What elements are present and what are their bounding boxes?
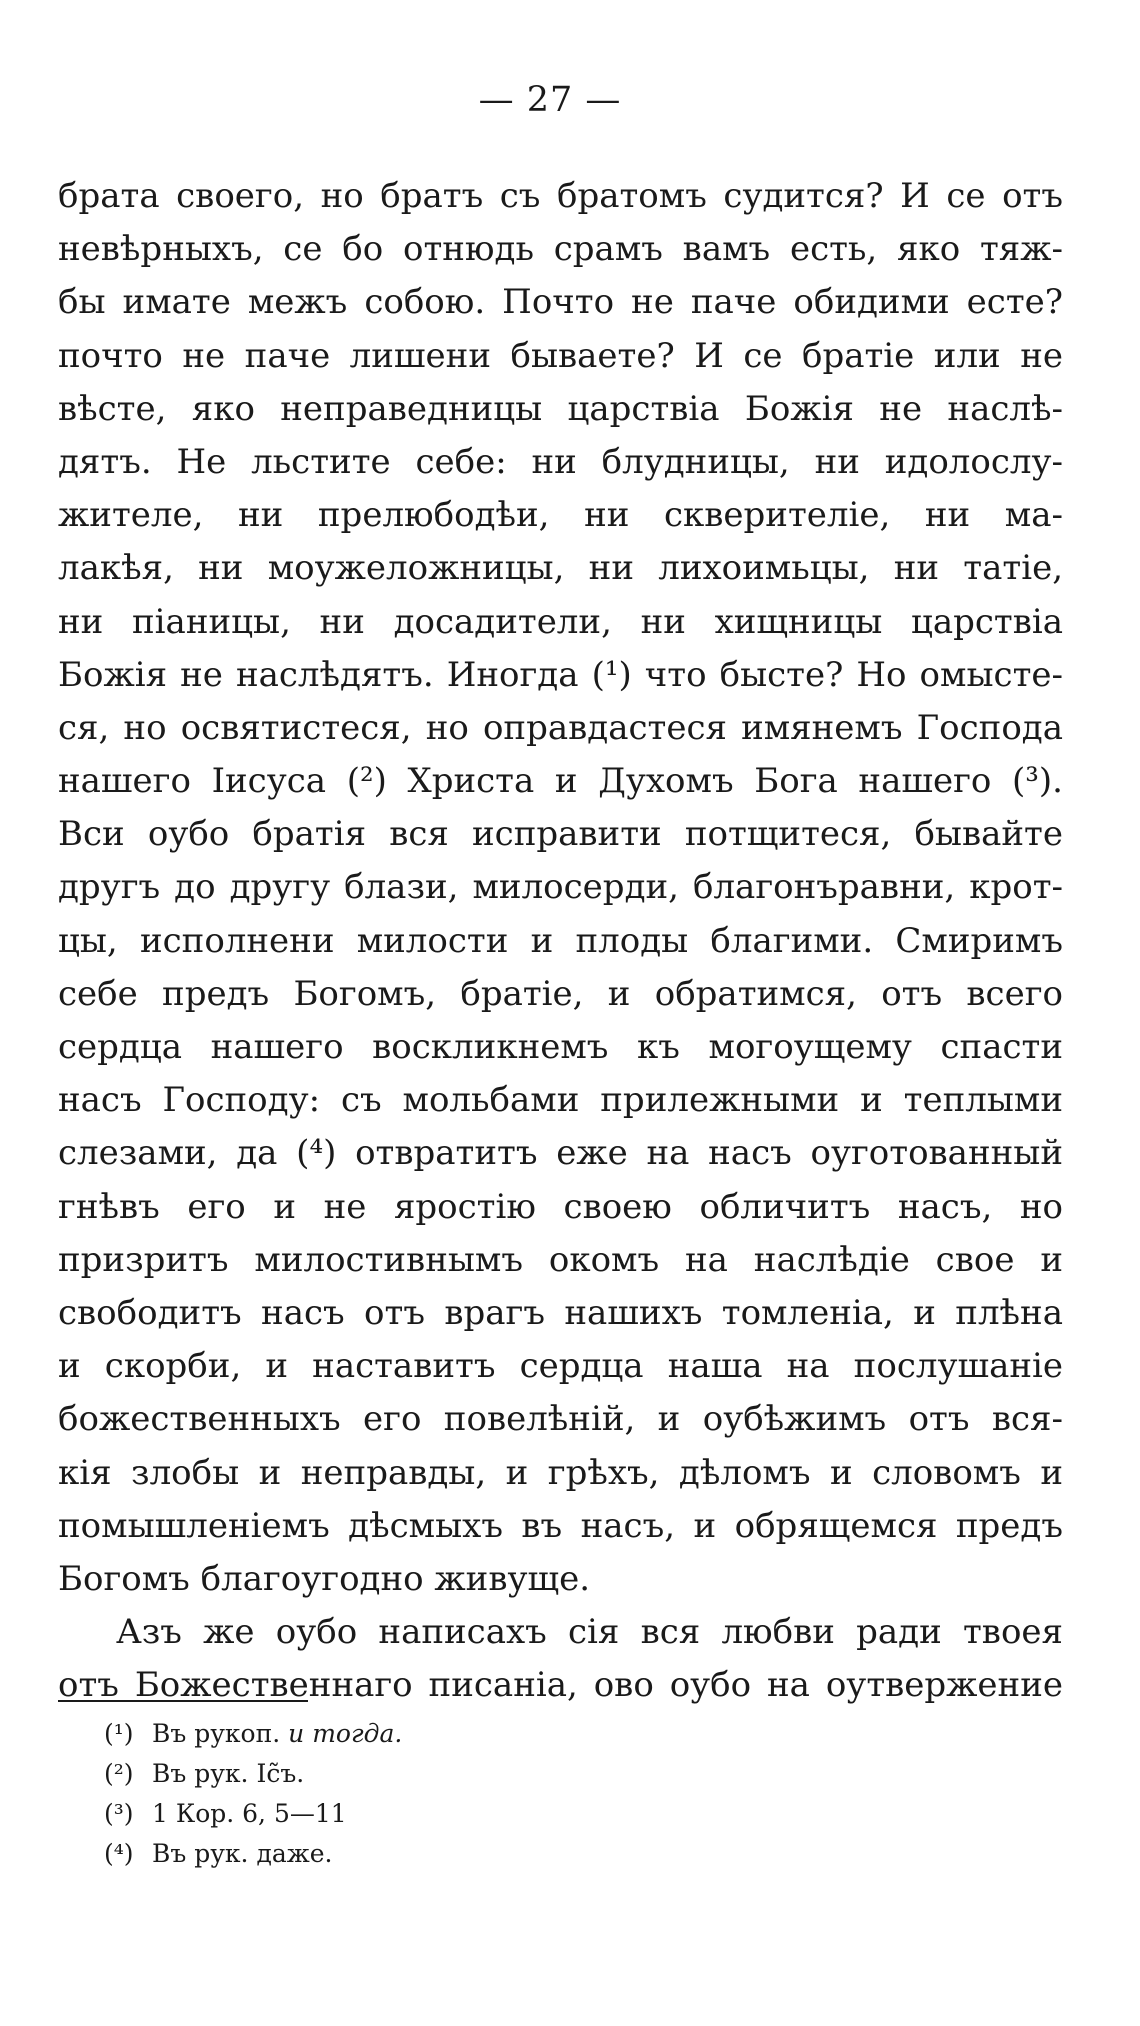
text-line: свободитъ насъ отъ врагъ нашихъ томленіа, и плѣна: [58, 1292, 1063, 1333]
footnotes: [104, 1714, 804, 1874]
page-number: — 27 —: [478, 80, 622, 120]
text-line: цы, исполнени милости и плоды благими. Смиримъ: [58, 920, 1063, 961]
footnote-emphasis: и тогда.: [288, 1719, 403, 1748]
text-line: брата своего, но братъ съ братомъ судится? И се отъ: [58, 176, 1063, 216]
footnote-3: [104, 1794, 804, 1834]
footnote-text: 1 Кор. 6, 5—11: [152, 1799, 347, 1828]
footnote-divider: [58, 1700, 308, 1702]
text-line: слезами, да (⁴) отвратитъ еже на насъ оуготованный: [58, 1133, 1063, 1174]
text-line: гнѣвъ его и не яростію своею обличитъ насъ, но: [58, 1186, 1063, 1227]
footnote-marker: (⁴): [104, 1839, 134, 1868]
text-line: и скорби, и наставитъ сердца наша на послушаніе: [58, 1346, 1063, 1387]
footnote-2: [104, 1754, 804, 1794]
text-line: сердца нашего воскликнемъ къ могоущему спасти: [58, 1027, 1063, 1067]
footnote-marker: (¹): [104, 1719, 134, 1748]
body-text: [58, 170, 1063, 1712]
text-line: кія злобы и неправды, и грѣхъ, дѣломъ и словомъ и: [58, 1452, 1063, 1493]
text-line: ся, но освятистеся, но оправдастеся имянемъ Господа: [58, 707, 1063, 748]
paragraph-end-line: Богомъ благоугодно живуще.: [58, 1558, 591, 1599]
footnote-text: Въ рук. Іс̃ъ.: [152, 1759, 305, 1788]
text-line: лакѣя, ни моужеложницы, ни лихоимьцы, ни татіе,: [58, 548, 1063, 589]
text-line: дятъ. Не льстите себе: ни блудницы, ни идолослу-: [58, 441, 1063, 482]
footnote-1: [104, 1714, 804, 1754]
text-line: бы имате межъ собою. Почто не паче обидими есте?: [58, 282, 1063, 323]
footnote-marker: (³): [104, 1799, 134, 1828]
text-line: нашего Іисуса (²) Христа и Духомъ Бога нашего (³).: [58, 761, 1063, 802]
footnote-text: Въ рук. даже.: [152, 1839, 333, 1868]
text-line: себе предъ Богомъ, братіе, и обратимся, отъ всего: [58, 973, 1063, 1014]
text-line: жителе, ни прелюбодѣи, ни скверителіе, ни ма-: [58, 495, 1063, 536]
text-line: помышленіемъ дѣсмыхъ въ насъ, и обрящемся предъ: [58, 1505, 1063, 1546]
paragraph-start-line: Азъ же оубо написахъ сія вся любви ради твоея: [116, 1612, 1063, 1653]
text-line: отъ Божественнаго писаніа, ово оубо на оутвержение: [58, 1665, 1063, 1706]
text-line: вѣсте, яко неправедницы царствіа Божія не наслѣ-: [58, 388, 1063, 429]
text-line: насъ Господу: съ мольбами прилежными и теплыми: [58, 1080, 1063, 1121]
text-line: другъ до другу блази, милосерди, благонъравни, крот-: [58, 867, 1063, 908]
footnote-text: Въ рукоп.: [152, 1719, 289, 1748]
text-line: ни піаницы, ни досадители, ни хищницы царствіа: [58, 601, 1063, 642]
footnote-marker: (²): [104, 1759, 134, 1788]
text-line: почто не паче лишени бываете? И се братіе или не: [58, 335, 1063, 376]
text-line: Вси оубо братія вся исправити потщитеся, бывайте: [58, 814, 1063, 855]
text-line: призритъ милостивнымъ окомъ на наслѣдіе свое и: [58, 1239, 1063, 1280]
footnote-4: [104, 1834, 804, 1874]
text-line: божественныхъ его повелѣній, и оубѣжимъ отъ вся-: [58, 1399, 1063, 1440]
text-line: Божія не наслѣдятъ. Иногда (¹) что бысте? Но омысте-: [58, 654, 1063, 695]
text-line: невѣрныхъ, се бо отнюдь срамъ вамъ есть, яко тяж-: [58, 229, 1063, 270]
